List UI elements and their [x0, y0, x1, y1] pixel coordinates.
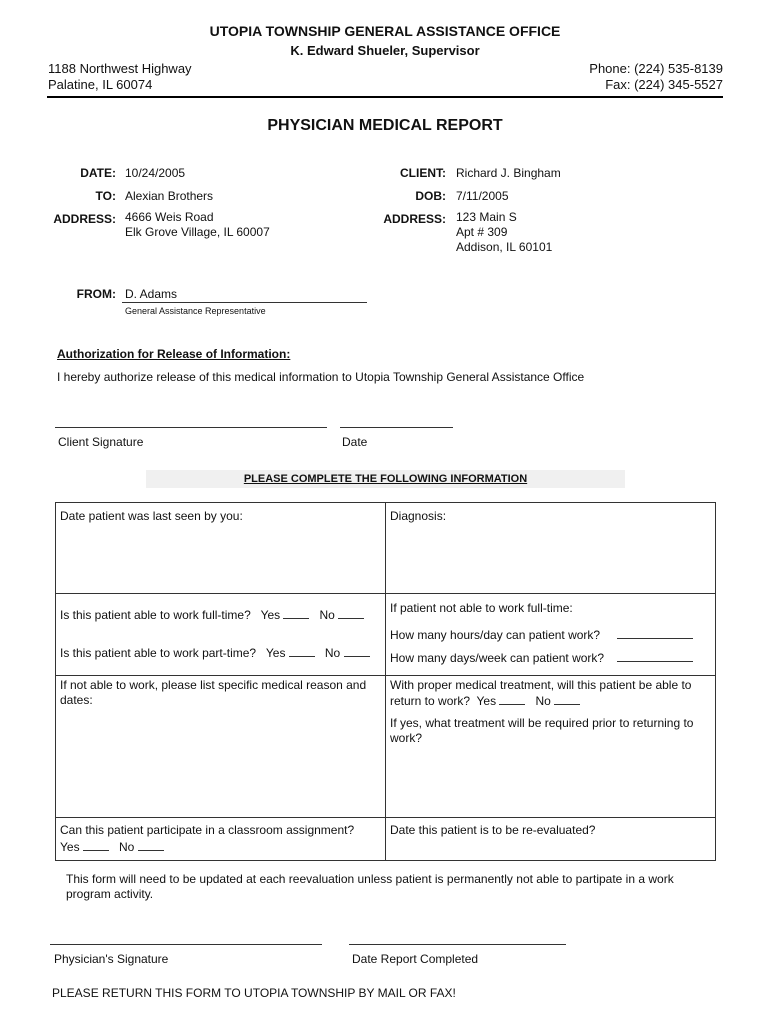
treatment-no-blank[interactable]	[554, 693, 580, 705]
client-address-line3: Addison, IL 60101	[456, 240, 553, 254]
treatment-return-question	[390, 678, 712, 709]
part-time-question-text: Is this patient able to work part-time?	[60, 646, 257, 660]
full-time-question	[60, 607, 386, 623]
diagnosis-label[interactable]: Diagnosis:	[390, 509, 447, 523]
client-address-line2: Apt # 309	[456, 225, 508, 239]
table-column-divider	[385, 503, 386, 860]
part-time-yes-blank[interactable]	[289, 645, 315, 657]
office-address-line2: Palatine, IL 60074	[48, 77, 153, 92]
full-time-no-label: No	[319, 608, 335, 622]
hours-per-day-question	[390, 627, 710, 643]
days-per-week-blank[interactable]	[617, 650, 693, 662]
date-completed-label: Date Report Completed	[352, 952, 479, 966]
reevaluate-question[interactable]: Date this patient is to be re-evaluated?	[390, 823, 596, 837]
full-time-no-blank[interactable]	[338, 607, 364, 619]
classroom-yes-label: Yes	[60, 840, 80, 854]
authorization-text: I hereby authorize release of this medical information to Utopia Township General Assistance Office	[57, 370, 585, 384]
physician-signature-line[interactable]	[50, 944, 322, 945]
treatment-yes-blank[interactable]	[499, 693, 525, 705]
not-full-time-label: If patient not able to work full-time:	[390, 601, 573, 615]
to-label: TO:	[95, 189, 116, 203]
client-date-label: Date	[342, 435, 368, 449]
last-seen-label[interactable]: Date patient was last seen by you:	[60, 509, 243, 523]
part-time-question	[60, 645, 386, 661]
dob-value: 7/11/2005	[456, 189, 509, 203]
if-yes-treatment-label[interactable]: If yes, what treatment will be required prior to returning to work?	[390, 716, 694, 745]
hours-per-day-blank[interactable]	[617, 627, 693, 639]
physician-info-table	[55, 502, 716, 861]
authorization-heading: Authorization for Release of Information:	[57, 347, 291, 361]
table-row-divider	[56, 593, 715, 594]
header-divider	[47, 96, 723, 98]
full-time-question-text: Is this patient able to work full-time?	[60, 608, 251, 622]
hours-per-day-text: How many hours/day can patient work?	[390, 628, 601, 642]
classroom-answer	[60, 839, 382, 855]
from-line	[122, 302, 367, 303]
from-caption: General Assistance Representative	[125, 306, 266, 316]
office-fax: Fax: (224) 345-5527	[605, 77, 723, 92]
part-time-no-label: No	[324, 646, 341, 660]
office-phone: Phone: (224) 535-8139	[589, 61, 723, 76]
treatment-yes-label: Yes	[476, 694, 497, 708]
return-notice: PLEASE RETURN THIS FORM TO UTOPIA TOWNSHIP BY MAIL OR FAX!	[52, 986, 456, 1000]
client-label: CLIENT:	[400, 166, 446, 180]
to-address-line2: Elk Grove Village, IL 60007	[125, 225, 270, 239]
treatment-no-label: No	[535, 694, 551, 708]
days-per-week-question	[390, 650, 710, 666]
dob-label: DOB:	[415, 189, 446, 203]
client-signature-label: Client Signature	[58, 435, 144, 449]
full-time-yes-label: Yes	[260, 608, 281, 622]
client-address-label: ADDRESS:	[383, 212, 446, 226]
from-value: D. Adams	[125, 287, 178, 301]
classroom-no-label: No	[118, 840, 135, 854]
reevaluation-note: This form will need to be updated at each reevaluation unless patient is permanently not able to partipate in a work program activity.	[66, 872, 674, 901]
days-per-week-text: How many days/week can patient work?	[390, 651, 605, 665]
client-address-line1: 123 Main S	[456, 210, 517, 224]
section-heading-text: PLEASE COMPLETE THE FOLLOWING INFORMATION	[243, 473, 528, 485]
table-row-divider	[56, 817, 715, 818]
part-time-no-blank[interactable]	[344, 645, 370, 657]
to-address-label: ADDRESS:	[53, 212, 116, 226]
classroom-no-blank[interactable]	[138, 839, 164, 851]
classroom-yes-blank[interactable]	[83, 839, 109, 851]
not-able-reason-label[interactable]: If not able to work, please list specific medical reason and dates:	[60, 678, 367, 707]
date-completed-line[interactable]	[349, 944, 566, 945]
part-time-yes-label: Yes	[265, 646, 286, 660]
to-address-line1: 4666 Weis Road	[125, 210, 214, 224]
client-signature-line[interactable]	[55, 427, 327, 428]
physician-signature-label: Physician's Signature	[54, 952, 169, 966]
supervisor-name: K. Edward Shueler, Supervisor	[290, 43, 480, 58]
to-value: Alexian Brothers	[125, 189, 214, 203]
date-value: 10/24/2005	[125, 166, 186, 180]
office-name: UTOPIA TOWNSHIP GENERAL ASSISTANCE OFFICE	[209, 23, 561, 39]
client-value: Richard J. Bingham	[456, 166, 561, 180]
office-address-line1: 1188 Northwest Highway	[48, 61, 192, 76]
page-title: PHYSICIAN MEDICAL REPORT	[267, 117, 503, 134]
from-label: FROM:	[76, 287, 116, 301]
full-time-yes-blank[interactable]	[283, 607, 309, 619]
table-row-divider	[56, 675, 715, 676]
treatment-return-text: With proper medical treatment, will this patient be able to return to work?	[390, 678, 692, 708]
classroom-question: Can this patient participate in a classroom assignment?	[60, 823, 355, 837]
section-heading	[146, 470, 625, 488]
date-label: DATE:	[80, 166, 116, 180]
client-date-line[interactable]	[340, 427, 453, 428]
